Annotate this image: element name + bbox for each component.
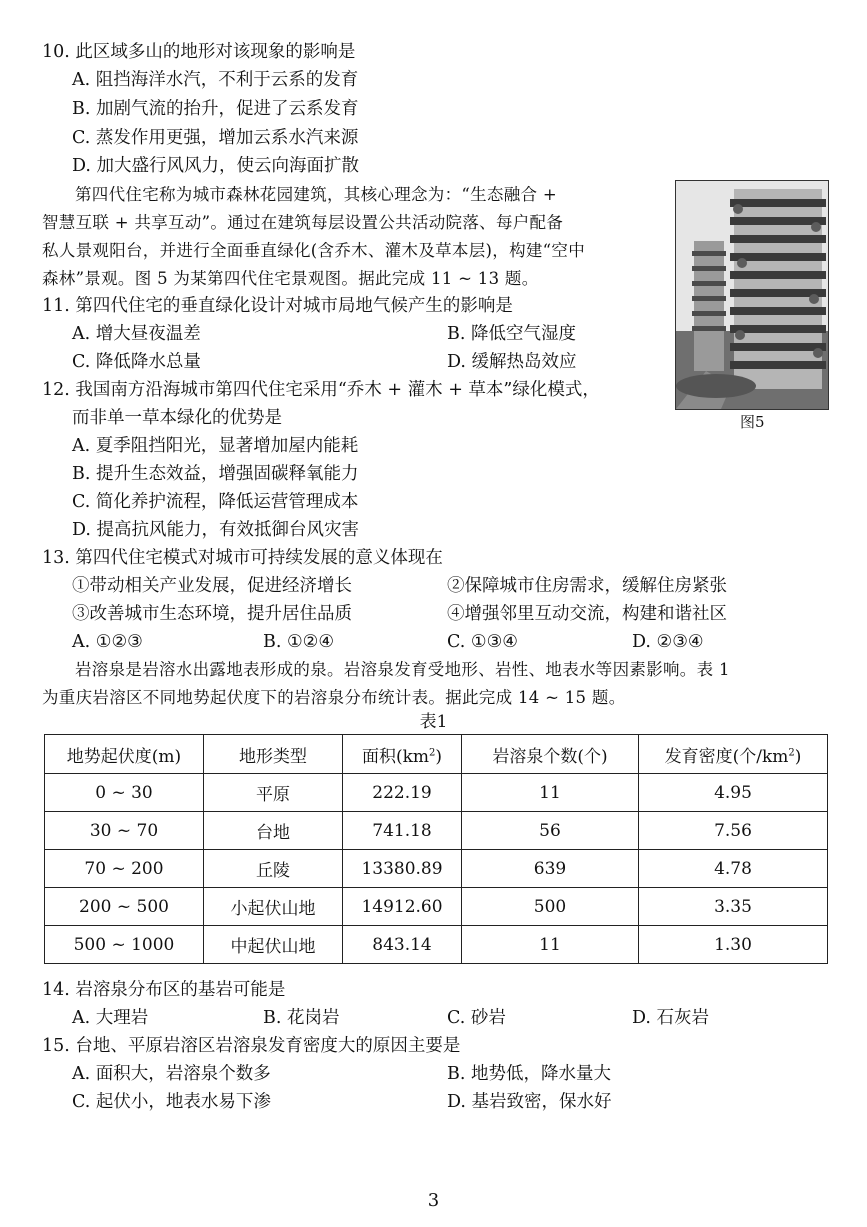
cell-relief: 200 ~ 500: [45, 888, 204, 926]
cell-area: 222.19: [343, 774, 462, 812]
q13-option-d: D. ②③④: [632, 632, 704, 652]
q11-option-b: B. 降低空气湿度: [447, 324, 576, 344]
q11-stem: 11. 第四代住宅的垂直绿化设计对城市局地气候产生的影响是: [42, 296, 513, 316]
table-row: [45, 812, 828, 850]
q13-option-b: B. ①②④: [263, 632, 335, 652]
cell-density: 3.35: [639, 888, 828, 926]
q14-option-b: B. 花岗岩: [263, 1008, 340, 1028]
q15-option-d: D. 基岩致密，保水好: [447, 1092, 612, 1112]
table-row: [45, 888, 828, 926]
q10-option-a: A. 阻挡海洋水汽，不利于云系的发育: [72, 70, 359, 90]
cell-density: 4.95: [639, 774, 828, 812]
cell-landform: 小起伏山地: [204, 888, 343, 926]
cell-relief: 0 ~ 30: [45, 774, 204, 812]
cell-density: 4.78: [639, 850, 828, 888]
page-number: 3: [427, 1190, 440, 1211]
cell-relief: 70 ~ 200: [45, 850, 204, 888]
q10-option-b: B. 加剧气流的抬升，促进了云系发育: [72, 99, 359, 119]
header-relief: 地势起伏度(m): [45, 735, 204, 774]
table-row: [45, 774, 828, 812]
cell-area: 13380.89: [343, 850, 462, 888]
cell-density: 1.30: [639, 926, 828, 964]
q10-stem: 10. 此区域多山的地形对该现象的影响是: [42, 42, 356, 62]
q15-option-b: B. 地势低，降水量大: [447, 1064, 611, 1084]
cell-spring-count: 639: [462, 850, 639, 888]
q12-stem: 12. 我国南方沿海城市第四代住宅采用“乔木 + 灌木 + 草本”绿化模式，: [42, 380, 600, 400]
header-density: 发育密度(个$/km^2$): [639, 735, 828, 774]
q13-item-4: ④增强邻里互动交流，构建和谐社区: [447, 604, 727, 624]
header-spring-count: 岩溶泉个数(个): [462, 735, 639, 774]
header-density-sup: 2: [788, 746, 795, 758]
q13-stem: 13. 第四代住宅模式对城市可持续发展的意义体现在: [42, 548, 443, 568]
cell-area: 14912.60: [343, 888, 462, 926]
cell-area: 843.14: [343, 926, 462, 964]
header-area: 面积$(km^2)$: [343, 735, 462, 774]
table-row: [45, 850, 828, 888]
header-area-sup: 2: [429, 746, 436, 758]
cell-spring-count: 500: [462, 888, 639, 926]
q14-option-d: D. 石灰岩: [632, 1008, 710, 1028]
q13-item-2: ②保障城市住房需求，缓解住房紧张: [447, 576, 727, 596]
q13-item-3: ③改善城市生态环境，提升居住品质: [72, 604, 352, 624]
cell-spring-count: 11: [462, 774, 639, 812]
q12-option-d: D. 提高抗风能力，有效抵御台风灾害: [72, 520, 360, 540]
header-area-label: 面积(km: [361, 746, 430, 767]
cell-spring-count: 56: [462, 812, 639, 850]
cell-density: 7.56: [639, 812, 828, 850]
q13-option-c: C. ①③④: [447, 632, 518, 652]
q12-option-a: A. 夏季阻挡阳光，显著增加屋内能耗: [72, 436, 359, 456]
cell-landform: 中起伏山地: [204, 926, 343, 964]
building-photo-illustration: [676, 181, 828, 409]
cell-area: 741.18: [343, 812, 462, 850]
q13-option-a: A. ①②③: [72, 632, 143, 652]
q15-option-a: A. 面积大，岩溶泉个数多: [72, 1064, 271, 1084]
table-header-row: [45, 735, 828, 774]
cell-landform: 丘陵: [204, 850, 343, 888]
q12-option-b: B. 提升生态效益，增强固碳释氧能力: [72, 464, 359, 484]
q11-option-d: D. 缓解热岛效应: [447, 352, 577, 372]
cell-spring-count: 11: [462, 926, 639, 964]
q14-option-c: C. 砂岩: [447, 1008, 506, 1028]
passage1-line-3: 私人景观阳台，并进行全面垂直绿化(含乔木、灌木及草本层)，构建“空中: [42, 241, 586, 260]
header-density-label: 发育密度(个/km: [664, 746, 789, 767]
q11-option-c: C. 降低降水总量: [72, 352, 201, 372]
cell-landform: 平原: [204, 774, 343, 812]
q15-option-c: C. 起伏小，地表水易下渗: [72, 1092, 271, 1112]
q15-stem: 15. 台地、平原岩溶区岩溶泉发育密度大的原因主要是: [42, 1036, 461, 1056]
table-row: [45, 926, 828, 964]
passage1-line-1: 第四代住宅称为城市森林花园建筑，其核心理念为：“生态融合 +: [75, 185, 558, 204]
figure-5-photo: [675, 180, 829, 410]
q10-option-d: D. 加大盛行风风力，使云向海面扩散: [72, 156, 360, 176]
q14-option-a: A. 大理岩: [72, 1008, 149, 1028]
cell-relief: 500 ~ 1000: [45, 926, 204, 964]
q14-stem: 14. 岩溶泉分布区的基岩可能是: [42, 980, 286, 1000]
table-1-title: 表1: [419, 712, 448, 732]
header-landform: 地形类型: [204, 735, 343, 774]
q12-option-c: C. 简化养护流程，降低运营管理成本: [72, 492, 359, 512]
q10-option-c: C. 蒸发作用更强，增加云系水汽来源: [72, 128, 359, 148]
passage1-line-4: 森林”景观。图 5 为某第四代住宅景观图。据此完成 11 ~ 13 题。: [42, 269, 539, 288]
cell-landform: 台地: [204, 812, 343, 850]
passage2-line-1: 岩溶泉是岩溶水出露地表形成的泉。岩溶泉发育受地形、岩性、地表水等因素影响。表 1: [75, 660, 730, 679]
figure-5-caption: 图5: [740, 413, 765, 431]
passage1-line-2: 智慧互联 + 共享互动”。通过在建筑每层设置公共活动院落、每户配备: [42, 213, 564, 232]
q12-stem-continued: 而非单一草本绿化的优势是: [72, 408, 282, 428]
table-1: [44, 734, 828, 964]
q13-item-1: ①带动相关产业发展，促进经济增长: [72, 576, 352, 596]
passage2-line-2: 为重庆岩溶区不同地势起伏度下的岩溶泉分布统计表。据此完成 14 ~ 15 题。: [42, 688, 626, 707]
q11-option-a: A. 增大昼夜温差: [72, 324, 201, 344]
cell-relief: 30 ~ 70: [45, 812, 204, 850]
